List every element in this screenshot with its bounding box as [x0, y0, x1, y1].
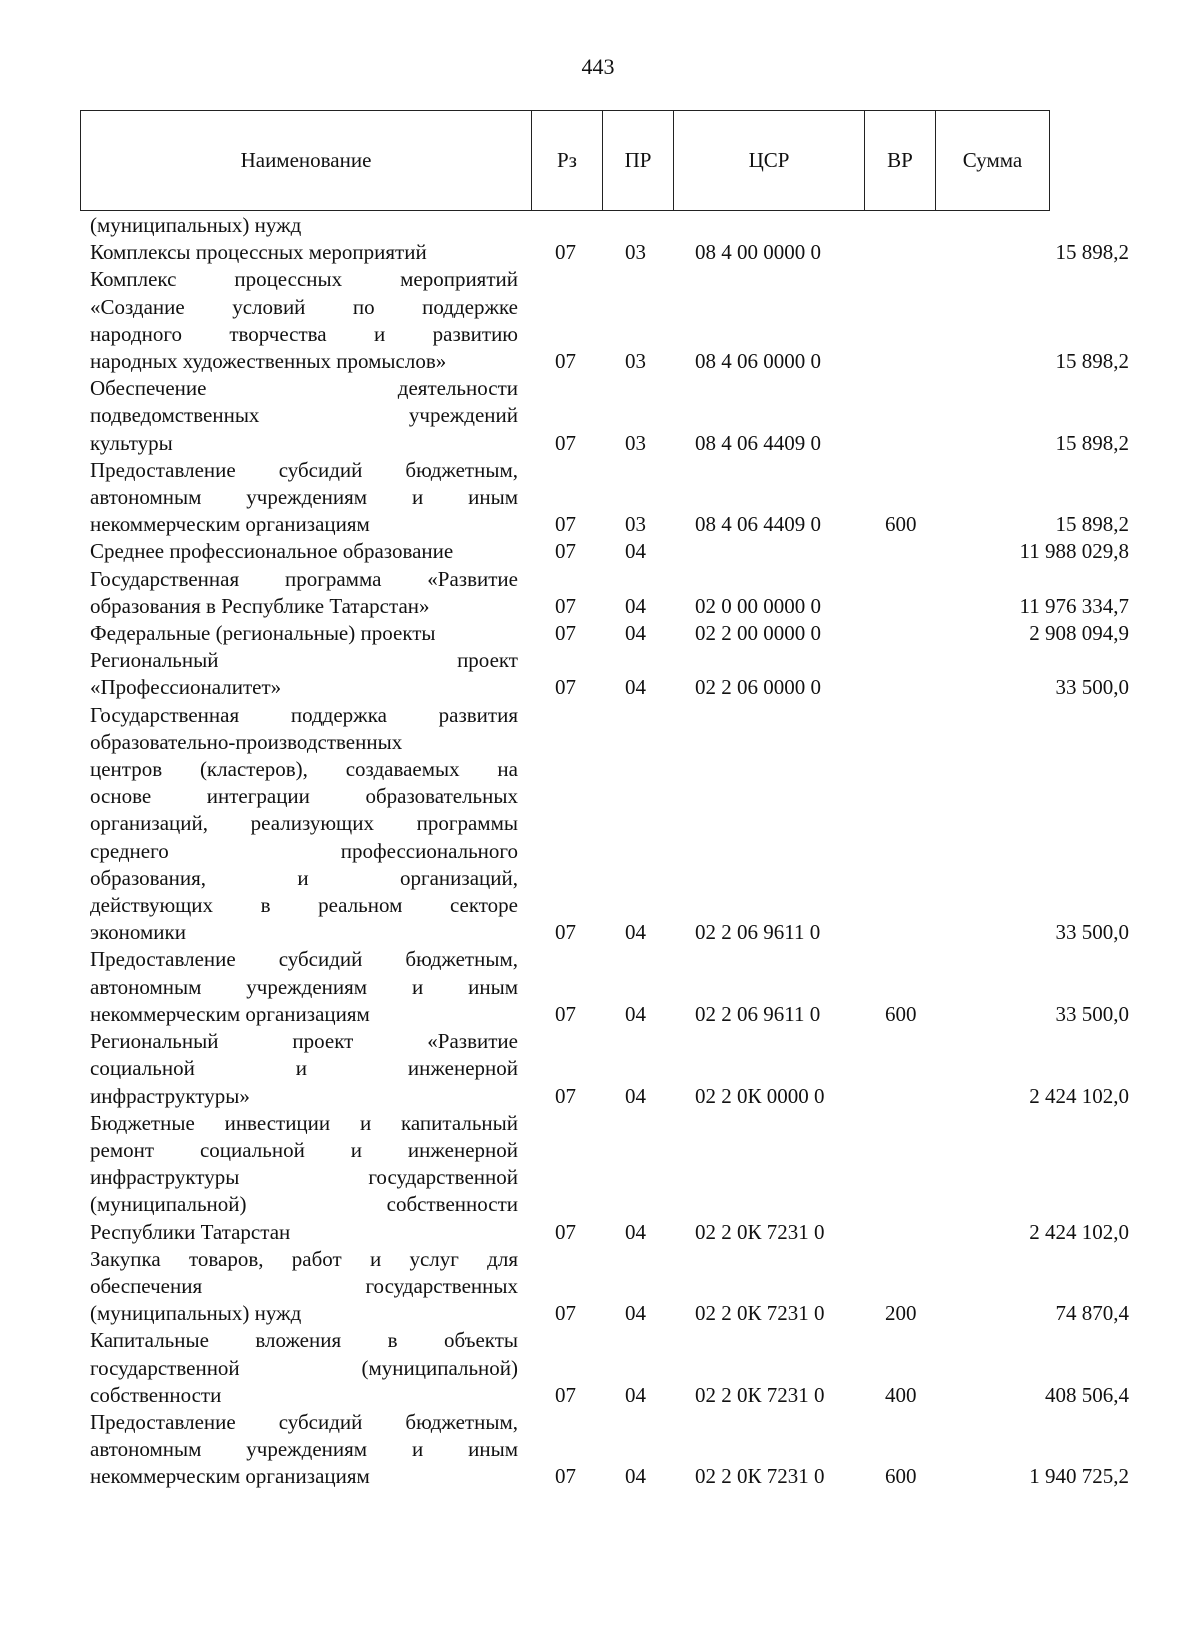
header-rz: Рз — [532, 111, 603, 210]
row-rz: 07 — [555, 1083, 576, 1108]
row-name-line: Бюджетные инвестиции и капитальный — [90, 1110, 518, 1135]
row-csr: 02 2 00 0000 0 — [695, 621, 821, 646]
row-name-line: обеспечения государственных — [90, 1273, 518, 1298]
row-sum: 33 500,0 — [1055, 1001, 1129, 1026]
row-sum: 2 424 102,0 — [1029, 1083, 1129, 1108]
table-row — [90, 266, 1140, 375]
row-name-line: образования в Республике Татарстан» — [90, 593, 430, 618]
row-name-line: Государственная поддержка развития — [90, 702, 518, 727]
row-name-line: Региональный проект «Развитие — [90, 1029, 518, 1054]
row-name-line: Предоставление субсидий бюджетным, — [90, 457, 518, 482]
row-sum: 33 500,0 — [1055, 920, 1129, 945]
row-name-line: Федеральные (региональные) проекты — [90, 621, 436, 646]
row-name-line: культуры — [90, 430, 173, 455]
row-name-line: «Создание условий по поддержке — [90, 294, 518, 319]
table-header — [80, 110, 1050, 211]
row-csr: 02 2 0К 7231 0 — [695, 1382, 825, 1407]
row-sum: 15 898,2 — [1055, 349, 1129, 374]
row-vr: 400 — [885, 1382, 917, 1407]
row-sum: 74 870,4 — [1055, 1301, 1129, 1326]
header-csr: ЦСР — [674, 111, 865, 210]
row-sum: 15 898,2 — [1055, 240, 1129, 265]
table-row — [90, 538, 1140, 565]
row-name-line: образовательно-производственных — [90, 729, 403, 754]
row-csr: 02 2 0К 7231 0 — [695, 1219, 825, 1244]
row-pr: 03 — [625, 512, 646, 537]
table-row — [90, 212, 1140, 239]
table-row — [90, 1327, 1140, 1409]
row-name-line: Закупка товаров, работ и услуг для — [90, 1246, 518, 1271]
row-rz: 07 — [555, 675, 576, 700]
header-pr: ПР — [603, 111, 674, 210]
row-sum: 2 908 094,9 — [1029, 621, 1129, 646]
row-rz: 07 — [555, 1219, 576, 1244]
row-pr: 04 — [625, 539, 646, 564]
row-csr: 02 2 0К 7231 0 — [695, 1301, 825, 1326]
table-row — [90, 457, 1140, 539]
row-csr: 02 2 0К 0000 0 — [695, 1083, 825, 1108]
row-name-line: действующих в реальном секторе — [90, 893, 518, 918]
row-name-line: (муниципальных) нужд — [90, 1301, 302, 1326]
row-name-line: инфраструктуры» — [90, 1083, 250, 1108]
header-vr: ВР — [865, 111, 936, 210]
row-csr: 08 4 06 0000 0 — [695, 349, 821, 374]
row-sum: 15 898,2 — [1055, 512, 1129, 537]
row-pr: 04 — [625, 920, 646, 945]
row-sum: 1 940 725,2 — [1029, 1464, 1129, 1489]
row-pr: 04 — [625, 1464, 646, 1489]
row-sum: 33 500,0 — [1055, 675, 1129, 700]
header-sum: Сумма — [962, 148, 1023, 172]
row-name-line: некоммерческим организациям — [90, 1001, 370, 1026]
row-csr: 02 2 0К 7231 0 — [695, 1464, 825, 1489]
row-rz: 07 — [555, 512, 576, 537]
row-rz: 07 — [555, 240, 576, 265]
row-pr: 03 — [625, 240, 646, 265]
row-name-line: собственности — [90, 1382, 222, 1407]
row-vr: 600 — [885, 1001, 917, 1026]
table-row — [90, 702, 1140, 947]
row-name-line: (муниципальных) нужд — [90, 213, 302, 237]
row-csr: 08 4 06 4409 0 — [695, 430, 821, 455]
table-row — [90, 1028, 1140, 1110]
row-name-line: Обеспечение деятельности — [90, 376, 518, 401]
row-pr: 04 — [625, 1382, 646, 1407]
page-number: 443 — [581, 54, 615, 79]
table-body — [90, 212, 1140, 1491]
row-pr: 04 — [625, 593, 646, 618]
row-name-line: некоммерческим организациям — [90, 512, 370, 537]
row-vr: 600 — [885, 512, 917, 537]
row-name-line: государственной (муниципальной) — [90, 1355, 518, 1380]
table-row — [90, 1110, 1140, 1246]
row-name — [90, 702, 518, 947]
row-name-line: социальной и инженерной — [90, 1056, 518, 1081]
row-rz: 07 — [555, 430, 576, 455]
row-name-line: народных художественных промыслов» — [90, 349, 447, 374]
row-name-line: Государственная программа «Развитие — [90, 566, 518, 591]
row-pr: 04 — [625, 1219, 646, 1244]
row-name-line: организаций, реализующих программы — [90, 811, 518, 836]
row-name-line: автономным учреждениям и иным — [90, 1437, 518, 1462]
header-name: Наименование — [81, 111, 532, 210]
row-rz: 07 — [555, 539, 576, 564]
row-name-line: Комплекс процессных мероприятий — [90, 267, 518, 292]
row-name-line: Предоставление субсидий бюджетным, — [90, 947, 518, 972]
row-vr: 600 — [885, 1464, 917, 1489]
row-rz: 07 — [555, 1464, 576, 1489]
row-name-line: среднего профессионального — [90, 838, 518, 863]
row-name-line: некоммерческим организациям — [90, 1464, 370, 1489]
row-name-line: Предоставление субсидий бюджетным, — [90, 1409, 518, 1434]
row-pr: 04 — [625, 1001, 646, 1026]
row-rz: 07 — [555, 349, 576, 374]
row-name-line: подведомственных учреждений — [90, 403, 518, 428]
row-name-line: автономным учреждениям и иным — [90, 485, 518, 510]
row-rz: 07 — [555, 1301, 576, 1326]
row-pr: 04 — [625, 675, 646, 700]
row-vr: 200 — [885, 1301, 917, 1326]
table-row — [90, 1409, 1140, 1491]
row-csr: 08 4 06 4409 0 — [695, 512, 821, 537]
table-row — [90, 239, 1140, 266]
table-row — [90, 647, 1140, 701]
row-name-line: (муниципальной) собственности — [90, 1192, 518, 1217]
table-row — [90, 1246, 1140, 1328]
row-name-line: экономики — [90, 920, 186, 945]
table-row — [90, 946, 1140, 1028]
row-rz: 07 — [555, 593, 576, 618]
row-name-line: образования, и организаций, — [90, 865, 518, 890]
row-sum: 2 424 102,0 — [1029, 1219, 1129, 1244]
row-name-line: Республики Татарстан — [90, 1219, 291, 1244]
row-name-line: Комплексы процессных мероприятий — [90, 240, 427, 265]
row-name-line: народного творчества и развитию — [90, 321, 518, 346]
row-csr: 02 2 06 9611 0 — [695, 920, 821, 945]
row-sum: 15 898,2 — [1055, 430, 1129, 455]
row-rz: 07 — [555, 621, 576, 646]
row-sum: 11 976 334,7 — [1019, 593, 1129, 618]
row-name-line: Среднее профессиональное образование — [90, 539, 454, 564]
row-csr: 02 2 06 0000 0 — [695, 675, 821, 700]
row-csr: 02 2 06 9611 0 — [695, 1001, 821, 1026]
row-pr: 03 — [625, 430, 646, 455]
row-sum: 408 506,4 — [1045, 1382, 1129, 1407]
row-name-line: Региональный проект — [90, 648, 518, 673]
row-rz: 07 — [555, 1001, 576, 1026]
row-name-line: основе интеграции образовательных — [90, 784, 518, 809]
row-name-line: ремонт социальной и инженерной — [90, 1137, 518, 1162]
table-row — [90, 620, 1140, 647]
row-name-line: центров (кластеров), создаваемых на — [90, 757, 518, 782]
table-row — [90, 375, 1140, 457]
row-csr: 02 0 00 0000 0 — [695, 593, 821, 618]
row-pr: 03 — [625, 349, 646, 374]
row-pr: 04 — [625, 621, 646, 646]
row-name-line: инфраструктуры государственной — [90, 1165, 518, 1190]
row-name-line: Капитальные вложения в объекты — [90, 1328, 518, 1353]
row-pr: 04 — [625, 1301, 646, 1326]
row-name-line: автономным учреждениям и иным — [90, 974, 518, 999]
row-csr: 08 4 00 0000 0 — [695, 240, 821, 265]
row-name-line: «Профессионалитет» — [90, 675, 282, 700]
row-pr: 04 — [625, 1083, 646, 1108]
table-row — [90, 566, 1140, 620]
row-sum: 11 988 029,8 — [1019, 539, 1129, 564]
row-rz: 07 — [555, 920, 576, 945]
row-rz: 07 — [555, 1382, 576, 1407]
